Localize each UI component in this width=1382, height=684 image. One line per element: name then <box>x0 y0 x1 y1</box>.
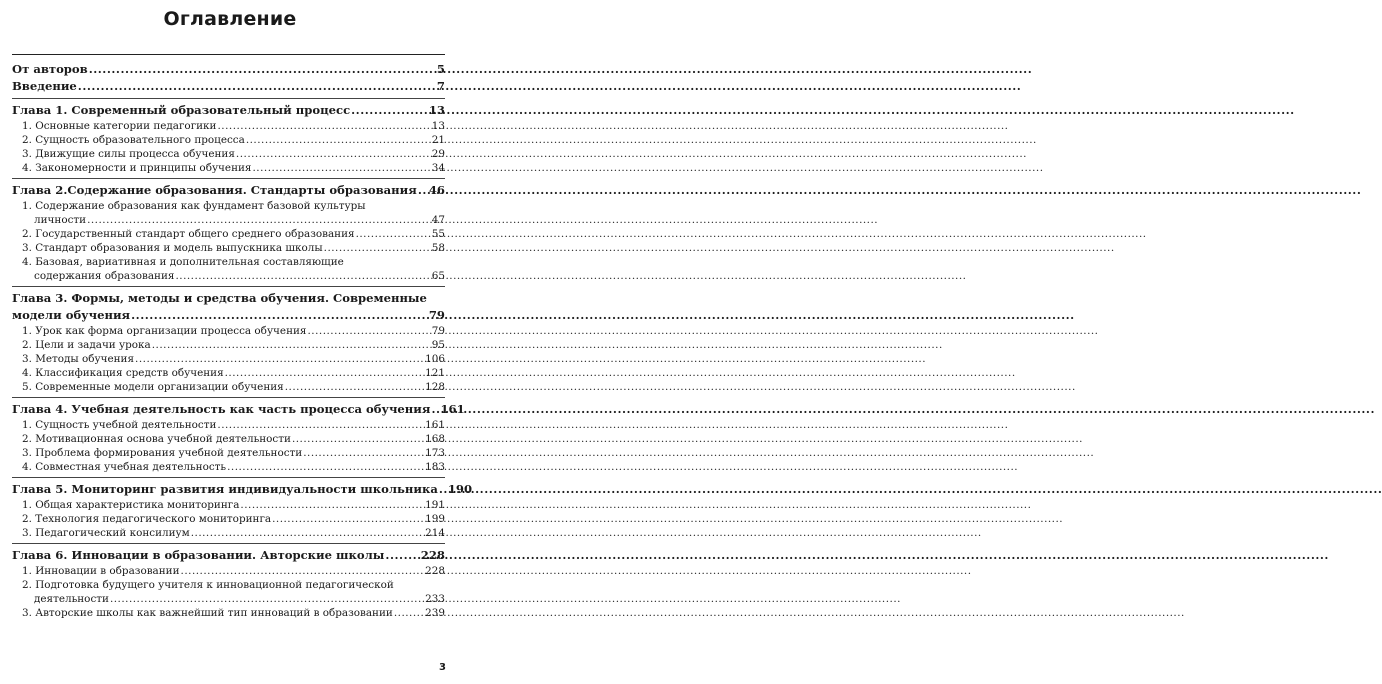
section-title: 1. Урок как форма организации процесса обучения <box>22 325 307 337</box>
section-page: 121 <box>425 367 445 379</box>
section-list <box>12 119 445 175</box>
entry-title: От авторов <box>12 62 88 76</box>
section-page: 95 <box>431 339 445 351</box>
chapter-title: Глава 2.Содержание образования. Стандарты образования <box>12 183 417 197</box>
section-title: 3. Педагогический консилиум <box>22 527 190 539</box>
section-page: 173 <box>425 447 445 459</box>
section-title: 3. Методы обучения <box>22 353 135 365</box>
dot-leader <box>307 324 430 338</box>
section-page: 228 <box>425 565 445 577</box>
section-title: 1. Инновации в образовании <box>22 565 180 577</box>
section-entry[interactable] <box>22 147 445 161</box>
chapter-heading[interactable] <box>12 290 445 324</box>
chapter-title: Глава 4. Учебная деятельность как часть процесса обучения <box>12 402 431 416</box>
chapter-6 <box>12 543 445 623</box>
dot-leader <box>246 133 431 147</box>
section-title: 4. Классификация средств обучения <box>22 367 224 379</box>
section-page: 47 <box>431 214 445 226</box>
dot-leader <box>87 213 431 227</box>
chapter-heading[interactable] <box>12 481 473 498</box>
dot-leader <box>236 147 431 161</box>
dot-leader <box>152 338 431 352</box>
dot-leader <box>439 481 447 498</box>
section-page: 128 <box>425 381 445 393</box>
section-entry[interactable] <box>22 512 445 526</box>
chapter-heading[interactable] <box>12 547 445 564</box>
section-entry[interactable] <box>22 432 445 446</box>
dot-leader <box>110 592 424 606</box>
section-page: 183 <box>425 461 445 473</box>
section-title: 2. Подготовка будущего учителя к инновационной педагогической <box>22 579 394 591</box>
section-title: 3. Стандарт образования и модель выпускника школы <box>22 242 323 254</box>
section-entry[interactable] <box>22 498 445 512</box>
dot-leader <box>431 401 439 418</box>
section-title: 4. Закономерности и принципы обучения <box>22 162 252 174</box>
section-page: 65 <box>431 270 445 282</box>
section-page: 233 <box>425 593 445 605</box>
section-entry[interactable] <box>22 133 445 147</box>
dot-leader <box>285 380 424 394</box>
chapter-title: Глава 6. Инновации в образовании. Авторские школы <box>12 548 385 562</box>
section-title: 4. Базовая, вариативная и дополнительная составляющие <box>22 256 344 268</box>
section-entry[interactable] <box>22 199 445 227</box>
chapter-4 <box>12 397 465 477</box>
section-title: 2. Мотивационная основа учебной деятельности <box>22 433 291 445</box>
section-title: 2. Сущность образовательного процесса <box>22 134 245 146</box>
dot-leader <box>356 227 431 241</box>
chapter-heading[interactable] <box>12 182 445 199</box>
section-entry[interactable] <box>22 564 445 578</box>
dot-leader <box>131 307 428 324</box>
dot-leader <box>418 182 428 199</box>
section-page: 29 <box>431 148 445 160</box>
section-entry[interactable] <box>22 241 445 255</box>
chapter-2 <box>12 178 445 286</box>
section-title: 1. Сущность учебной деятельности <box>22 419 217 431</box>
section-page: 13 <box>431 120 445 132</box>
section-entry[interactable] <box>22 418 445 432</box>
section-entry[interactable] <box>22 255 445 283</box>
chapter-heading[interactable] <box>12 401 465 418</box>
dot-leader <box>181 564 425 578</box>
dot-leader <box>324 241 431 255</box>
section-entry[interactable] <box>22 161 445 175</box>
page-title: Оглавление <box>163 8 297 30</box>
entry-page: 5 <box>436 62 445 76</box>
section-title: 5. Современные модели организации обучения <box>22 381 284 393</box>
section-entry[interactable] <box>22 446 445 460</box>
chapter-5 <box>12 477 473 543</box>
section-page: 79 <box>431 325 445 337</box>
dot-leader <box>253 161 431 175</box>
section-list <box>12 564 445 620</box>
front-matter <box>12 55 445 98</box>
section-page: 214 <box>425 527 445 539</box>
table-of-contents <box>12 54 473 623</box>
section-entry[interactable] <box>22 227 445 241</box>
toc-entry[interactable] <box>12 61 445 78</box>
section-page: 106 <box>425 353 445 365</box>
section-entry[interactable] <box>22 380 445 394</box>
section-title: 2. Государственный стандарт общего среднего образования <box>22 228 355 240</box>
section-entry[interactable] <box>22 324 445 338</box>
section-page: 168 <box>425 433 445 445</box>
toc-entry[interactable] <box>12 78 445 95</box>
section-entry[interactable] <box>22 578 445 606</box>
dot-leader <box>227 460 424 474</box>
chapter-1 <box>12 98 445 178</box>
section-title-cont: деятельности <box>34 593 109 605</box>
section-entry[interactable] <box>22 366 445 380</box>
dot-leader <box>217 119 430 133</box>
chapter-page: 79 <box>428 308 445 322</box>
section-title: 2. Технология педагогического мониторинга <box>22 513 272 525</box>
section-entry[interactable] <box>22 338 445 352</box>
section-list <box>12 199 445 283</box>
chapter-page: 228 <box>420 548 445 562</box>
section-title: 1. Общая характеристика мониторинга <box>22 499 240 511</box>
section-list <box>12 498 445 540</box>
section-title: 1. Содержание образования как фундамент базовой культуры <box>22 200 366 212</box>
section-page: 191 <box>425 499 445 511</box>
section-title-cont: содержания образования <box>34 270 175 282</box>
chapter-heading[interactable] <box>12 102 445 119</box>
section-page: 58 <box>431 242 445 254</box>
dot-leader <box>225 366 425 380</box>
section-page: 161 <box>425 419 445 431</box>
section-entry[interactable] <box>22 352 445 366</box>
dot-leader <box>385 547 419 564</box>
entry-title: Введение <box>12 79 77 93</box>
section-entry[interactable] <box>22 119 445 133</box>
section-page: 34 <box>431 162 445 174</box>
dot-leader <box>351 102 428 119</box>
section-entry[interactable] <box>22 526 445 540</box>
section-title-cont: личности <box>34 214 87 226</box>
section-page: 199 <box>425 513 445 525</box>
section-entry[interactable] <box>22 606 445 620</box>
dot-leader <box>78 78 436 95</box>
dot-leader <box>217 418 424 432</box>
dot-leader <box>394 606 424 620</box>
chapter-page: 161 <box>440 402 465 416</box>
section-entry[interactable] <box>22 460 445 474</box>
chapter-title-cont: модели обучения <box>12 308 131 322</box>
dot-leader <box>175 269 430 283</box>
section-list <box>12 324 445 394</box>
dot-leader <box>292 432 424 446</box>
chapter-page: 190 <box>447 482 473 496</box>
page-number: 3 <box>439 662 446 673</box>
chapter-page: 13 <box>428 103 445 117</box>
section-page: 239 <box>425 607 445 619</box>
section-title: 3. Авторские школы как важнейший тип инноваций в образовании <box>22 607 393 619</box>
chapter-title: Глава 1. Современный образовательный процесс <box>12 103 351 117</box>
entry-page: 7 <box>436 79 445 93</box>
dot-leader <box>191 526 424 540</box>
chapter-title: Глава 3. Формы, методы и средства обучения. Современные <box>12 291 427 305</box>
section-page: 55 <box>431 228 445 240</box>
dot-leader <box>135 352 424 366</box>
dot-leader <box>272 512 424 526</box>
section-title: 3. Движущие силы процесса обучения <box>22 148 235 160</box>
dot-leader <box>303 446 424 460</box>
chapter-title: Глава 5. Мониторинг развития индивидуальности школьника <box>12 482 438 496</box>
dot-leader <box>89 61 436 78</box>
section-page: 21 <box>431 134 445 146</box>
section-title: 1. Основные категории педагогики <box>22 120 217 132</box>
chapter-page: 46 <box>428 183 445 197</box>
chapter-3 <box>12 286 445 397</box>
section-list <box>12 418 445 474</box>
section-title: 4. Совместная учебная деятельность <box>22 461 227 473</box>
section-title: 2. Цели и задачи урока <box>22 339 151 351</box>
section-title: 3. Проблема формирования учебной деятельности <box>22 447 303 459</box>
dot-leader <box>240 498 424 512</box>
